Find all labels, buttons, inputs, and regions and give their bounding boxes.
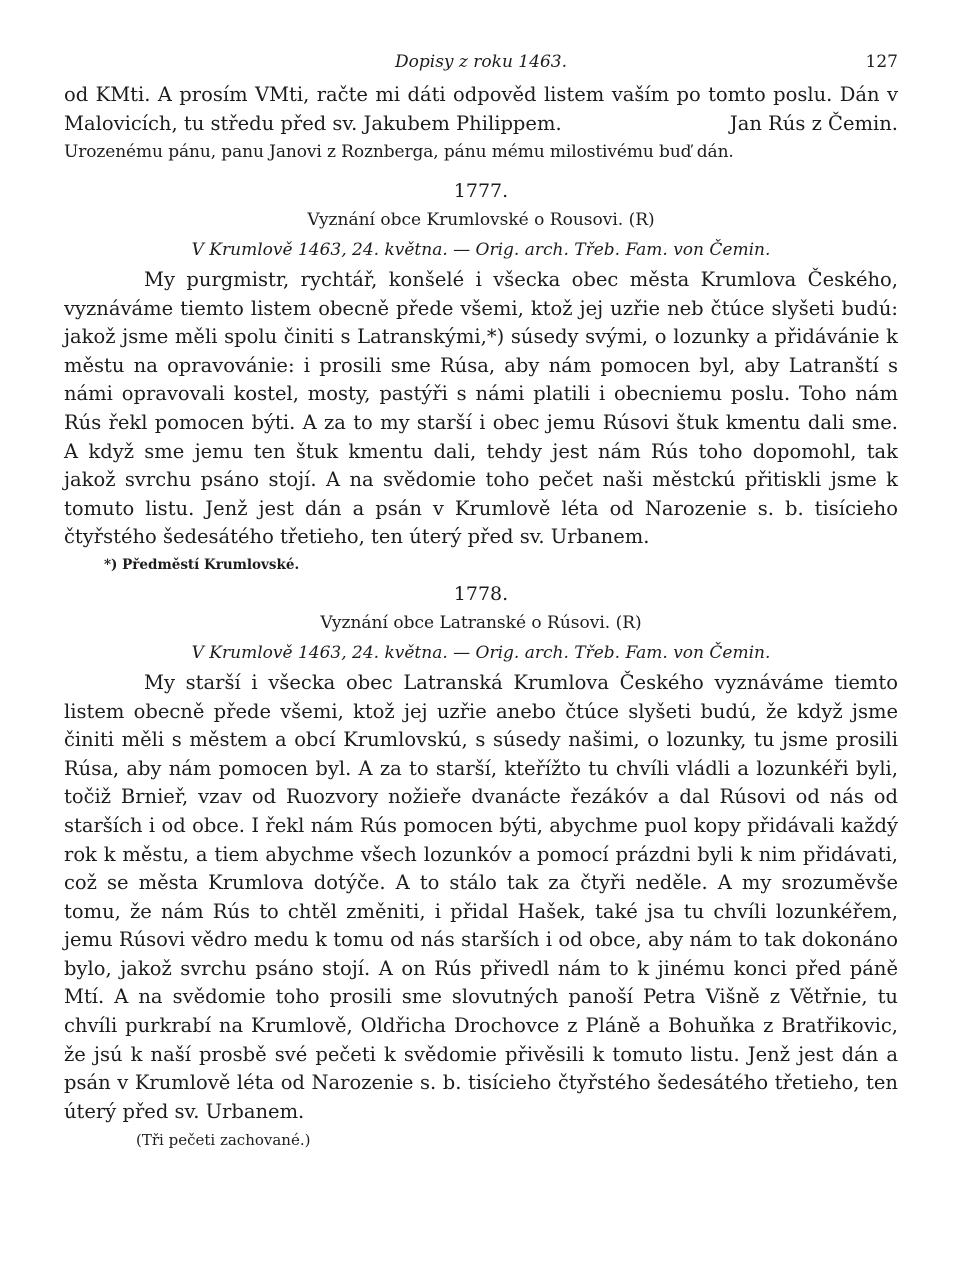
continuation-paragraph <box>64 80 898 138</box>
letter-number: 1778. <box>453 582 509 605</box>
page-header <box>64 44 898 80</box>
signature: Jan Rús z Čemin. <box>729 112 898 135</box>
letter-place-date: V Krumlově 1463, 24. května. — Orig. arch. Třeb. Fam. von Čemin. <box>191 642 771 663</box>
letter-1778 <box>64 580 898 1155</box>
letter-title: Vyznání obce Krumlovské o Rousovi. (R) <box>307 210 655 230</box>
letter-number: 1777. <box>453 180 509 202</box>
letter-address: Urozenému pánu, panu Janovi z Roznberga, pánu mému milostivému buď dán. <box>64 142 734 162</box>
document-page <box>64 44 898 1154</box>
continuation-text: od KMti. A prosím VMti, račte mi dáti odpověd listem vaším po tomto poslu. Dán v Malovicích, tu středu před sv. Jakubem Philippem. <box>64 83 898 135</box>
letter-body: My purgmistr, rychtář, konšelé i všecka obec města Krumlova Českého, vyznáváme tiemto listem obecně přede všemi, ktož jej uzřie neb čtúce slyšeti budú: jakož jsme měli spolu činiti s Latranskými,*) súsedy svými, o lozunky a přidávánie k městu na opravovánie: i prosili sme Rúsa, aby nám pomocen byl, aby Latranští s námi opravovali kostel, mosty, pastýři s námi platili i obecniemu poslu. Toho nám Rús řekl pomocen býti. A za to my starší i obec jemu Rúsovi štuk kmentu dali sme. A když sme jemu ten štuk kmentu dali, tehdy jest nám Rús toho dopomohl, tak jakož svrchu psáno stojí. A na svědomie toho pečet naši městckú přitiskli jsme k tomuto listu. Jenž jest dán a psán v Krumlově léta od Narozenie s. b. tisícieho čtyřstého šedesátého třetieho, ten úterý před sv. Urbanem. <box>64 268 898 549</box>
footnote: *) Předměstí Krumlovské. <box>104 556 300 573</box>
letter-body: My starší i všecka obec Latranská Krumlova Českého vyznáváme tiemto listem obecně přede všemi, ktož jej uzřie anebo čtúce slyšeti budú, že když jsme činiti měli s městem a obcí Krumlovskú, s súsedy našimi, o lozunky, tu jsme prosili Rúsa, aby nám pomocen byl. A za to starší, kteřížto tu chvíli vládli a lozunkéři byli, točiž Brnieř, vzav od Ruozvory nožieře dvanácte řezákóv a dal Rúsovi od nás od starších i od obce. I řekl nám Rús pomocen býti, abychme puol kopy přidávali každý rok k městu, a tiem abychme všech lozunkóv a pomocí prázdni byli k nim přidávati, což se města Krumlova dotýče. A to stálo tak za čtyři neděle. A my srozuměvše tomu, že nám Rús to chtěl změniti, i přidal Hašek, také jsa tu chvíli lozunkéřem, jemu Rúsovi vědro medu k tomu od nás starších i od obce, aby nám to tak dokonáno bylo, jakož svrchu psáno stojí. A on Rús přivedl nám to k jinému konci před páně Mtí. A na svědomie toho prosili sme slovutných panoší Petra Višně z Větřnie, tu chvíli purkrabí na Krumlově, Oldřicha Drochovce z Pláně a Bohuňka z Bratřikovic, že jsú k naší prosbě své pečeti k svědomie přivěsili k tomuto listu. Jenž jest dán a psán v Krumlově léta od Narozenie s. b. tisícieho čtyřstého šedesátého třetieho, ten úterý před sv. Urbanem. <box>64 670 898 1123</box>
running-title: Dopisy z roku 1463. <box>395 52 567 72</box>
page-number: 127 <box>865 52 898 72</box>
letter-title: Vyznání obce Latranské o Rúsovi. (R) <box>320 612 642 633</box>
letter-1777 <box>64 177 898 578</box>
letter-place-date: V Krumlově 1463, 24. května. — Orig. arch. Třeb. Fam. von Čemin. <box>191 240 771 260</box>
seal-note: (Tři pečeti zachované.) <box>136 1131 311 1150</box>
